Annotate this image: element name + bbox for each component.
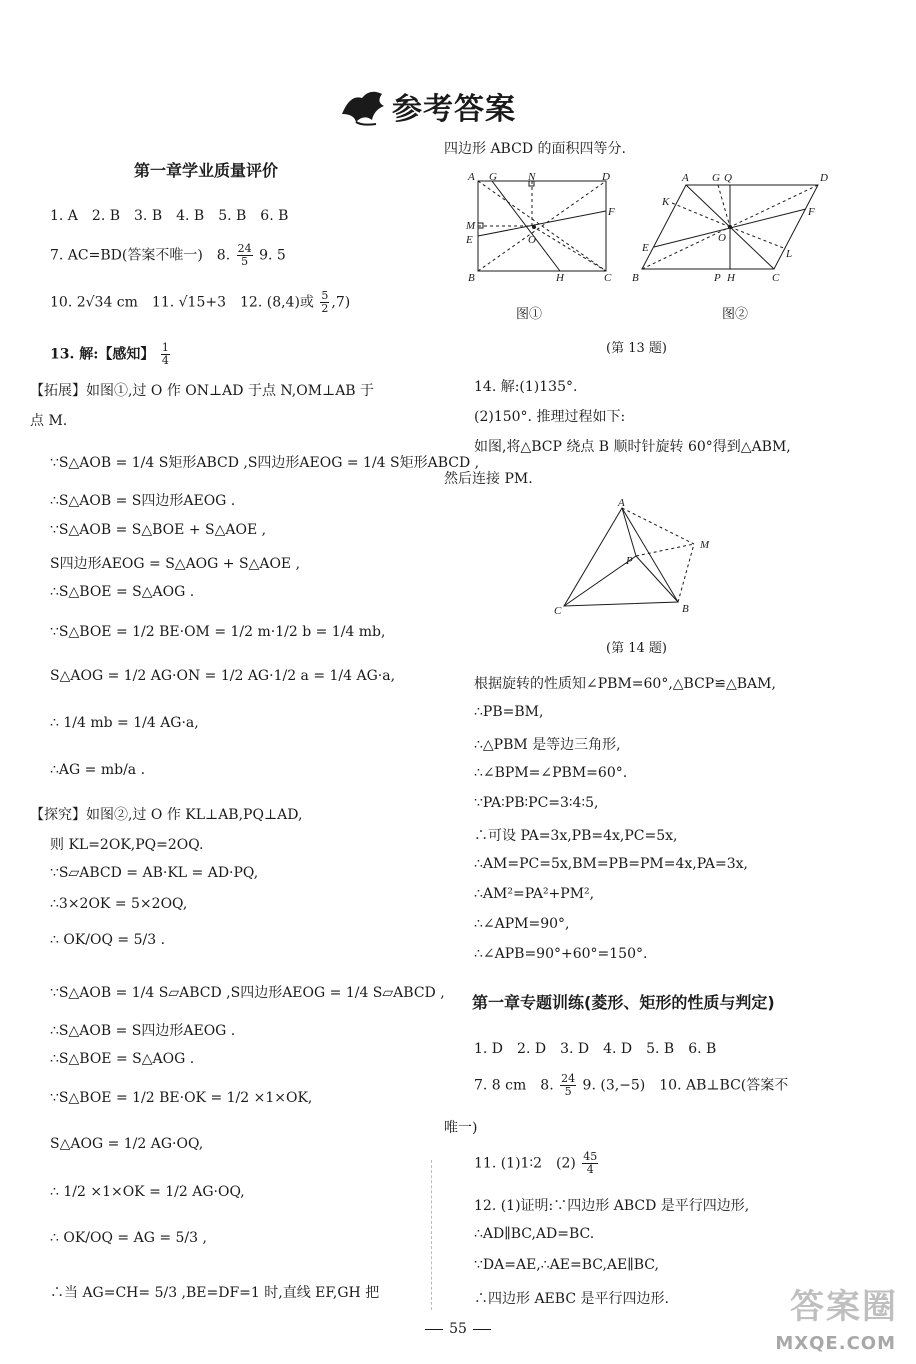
answer-line: 唯一)	[444, 1120, 478, 1136]
fraction-num: 45	[583, 1150, 598, 1163]
fraction	[161, 342, 170, 367]
fraction	[320, 290, 329, 315]
answer-line: ∴AG = mb/a .	[50, 762, 146, 778]
label-O: O	[718, 232, 726, 244]
rider-logo-icon	[336, 84, 392, 128]
watermark-text: MXQE.COM	[775, 1333, 896, 1354]
label-C: C	[554, 605, 562, 616]
answer-line: ∴ 1/2 ×1×OK = 1/2 AG·OQ,	[50, 1184, 245, 1200]
label-B: B	[682, 603, 689, 615]
figure-1-caption: 图①	[516, 307, 543, 322]
answer-text: 9. (3,−5) 10. AB⊥BC(答案不	[582, 1077, 789, 1094]
label-G: G	[489, 171, 497, 183]
answer-line: (2)150°. 推理过程如下:	[474, 409, 626, 425]
answer-line: ∴∠APB=90°+60°=150°.	[474, 946, 648, 962]
section-title: 第一章学业质量评价	[134, 161, 279, 180]
label-D: D	[602, 171, 610, 183]
answer-line: ∵S△AOB = 1/4 S▱ABCD ,S四边形AEOG = 1/4 S▱ABCD ,	[50, 985, 445, 1001]
answer-line: 根据旋转的性质知∠PBM=60°,△BCP≌△BAM,	[474, 676, 776, 692]
answer-text: 7. AC=BD(答案不唯一) 8.	[50, 247, 231, 264]
figure-2-caption: 图②	[722, 307, 749, 322]
label-D: D	[820, 172, 828, 184]
answer-text: 10. 2√34 cm 11. √15+3 12. (8,4)或	[50, 294, 314, 311]
answer-line: ∴可设 PA=3x,PB=4x,PC=5x,	[474, 828, 678, 844]
label-B: B	[632, 272, 639, 283]
label-A: A	[468, 171, 475, 183]
answer-line: ∵DA=AE,∴AE=BC,AE∥BC,	[474, 1257, 659, 1273]
label-M: M	[700, 539, 710, 551]
answer-line: 点 M.	[30, 413, 68, 429]
label-M: M	[466, 220, 476, 232]
column-divider	[431, 1160, 432, 1310]
page-header	[0, 78, 916, 128]
answer-line: ∴ OK/OQ = AG = 5/3 ,	[50, 1230, 207, 1246]
dash-right	[473, 1329, 491, 1330]
figure-2-parallelogram	[626, 171, 841, 283]
label-E: E	[642, 242, 649, 254]
answer-line: ∴S△AOB = S四边形AEOG .	[50, 493, 236, 509]
section-title: 第一章专题训练(菱形、矩形的性质与判定)	[472, 993, 775, 1012]
answer-line: ∴四边形 AEBC 是平行四边形.	[474, 1291, 669, 1307]
answer-line: ∴当 AG=CH= 5/3 ,BE=DF=1 时,直线 EF,GH 把	[50, 1285, 380, 1301]
answer-line: 则 KL=2OK,PQ=2OQ.	[50, 837, 204, 853]
label-P: P	[626, 555, 633, 567]
answer-text: ,7)	[331, 294, 351, 311]
fraction-num: 5	[321, 289, 329, 302]
answer-line: 1. D 2. D 3. D 4. D 5. B 6. B	[474, 1041, 717, 1057]
answer-line: 【探究】如图②,过 O 作 KL⊥AB,PQ⊥AD,	[30, 807, 303, 823]
answer-line: ∵PA∶PB∶PC=3∶4∶5,	[474, 795, 599, 811]
answer-line: S△AOG = 1/2 AG·OQ,	[50, 1136, 204, 1152]
label-Q: Q	[724, 172, 732, 184]
answer-line: ∴3×2OK = 5×2OQ,	[50, 896, 188, 912]
page-number-text: 55	[449, 1321, 467, 1337]
label-C: C	[772, 272, 780, 283]
label-E: E	[466, 234, 473, 246]
answer-line: ∴∠APM=90°,	[474, 916, 570, 932]
label-F: F	[608, 206, 615, 218]
answer-text: 7. 8 cm 8.	[474, 1077, 554, 1094]
answer-line: 然后连接 PM.	[444, 471, 533, 487]
label-A: A	[682, 172, 689, 184]
answer-line: 12. (1)证明:∵四边形 ABCD 是平行四边形,	[474, 1198, 750, 1214]
fraction-num: 1	[161, 341, 169, 354]
answer-line: ∴ 1/4 mb = 1/4 AG·a,	[50, 715, 199, 731]
label-K: K	[662, 196, 670, 208]
answer-line: ∴S△BOE = S△AOG .	[50, 1051, 195, 1067]
answer-line: 1. A 2. B 3. B 4. B 5. B 6. B	[50, 208, 289, 224]
figure-1-rectangle	[456, 171, 616, 283]
label-F: F	[808, 206, 815, 218]
answer-line: ∴△PBM 是等边三角形,	[474, 737, 621, 753]
answer-line: 四边形 ABCD 的面积四等分.	[444, 141, 626, 157]
fraction-den: 4	[586, 1163, 594, 1176]
answer-line: ∵S▱ABCD = AB·KL = AD·PQ,	[50, 865, 259, 881]
label-O: O	[528, 234, 536, 246]
answer-line	[50, 290, 350, 315]
fraction	[237, 243, 253, 268]
answer-line: ∴ OK/OQ = 5/3 .	[50, 932, 166, 948]
label-G: G	[712, 172, 720, 184]
answer-line: ∴AM²=PA²+PM²,	[474, 886, 595, 902]
answer-line: ∵S△AOB = 1/4 S矩形ABCD ,S四边形AEOG = 1/4 S矩形ABCD ,	[50, 455, 480, 471]
fraction	[582, 1151, 598, 1176]
dash-left	[425, 1329, 443, 1330]
label-L: L	[786, 248, 793, 260]
figure-14-caption: (第 14 题)	[606, 641, 667, 656]
watermark-logo	[755, 1280, 910, 1360]
answer-line	[474, 1151, 600, 1176]
label-H: H	[556, 272, 564, 283]
figure-14-triangle	[552, 498, 732, 616]
answer-line: ∴S△AOB = S四边形AEOG .	[50, 1023, 236, 1039]
answer-line: 14. 解:(1)135°.	[474, 379, 578, 395]
fraction	[560, 1073, 576, 1098]
figure-13-caption: (第 13 题)	[606, 341, 667, 356]
answer-line: ∴PB=BM,	[474, 704, 544, 720]
fraction-num: 24	[561, 1072, 576, 1085]
fraction-den: 5	[241, 255, 249, 268]
label-A: A	[618, 498, 625, 509]
answer-line	[50, 243, 286, 268]
label-C: C	[604, 272, 612, 283]
fraction-den: 5	[564, 1085, 572, 1098]
answer-line	[474, 1073, 788, 1098]
answer-line: ∴AM=PC=5x,BM=PB=PM=4x,PA=3x,	[474, 856, 748, 872]
label-B: B	[468, 272, 475, 283]
answer-line: ∵S△AOB = S△BOE + S△AOE ,	[50, 522, 267, 538]
label-N: N	[528, 171, 536, 183]
answer-line: S四边形AEOG = S△AOG + S△AOE ,	[50, 556, 301, 572]
watermark-cn: 答案圈	[790, 1287, 898, 1327]
answer-line: ∴S△BOE = S△AOG .	[50, 584, 195, 600]
label-H: H	[727, 272, 735, 283]
page-title: 参考答案	[392, 92, 516, 127]
answer-line: 【拓展】如图①,过 O 作 ON⊥AD 于点 N,OM⊥AB 于	[30, 383, 375, 399]
fraction-num: 24	[237, 242, 252, 255]
answer-text: 11. (1)1∶2 (2)	[474, 1155, 576, 1172]
answer-line: ∵S△BOE = 1/2 BE·OM = 1/2 m·1/2 b = 1/4 mb,	[50, 624, 386, 640]
answer-text: 13. 解:【感知】	[50, 346, 155, 363]
answer-line: ∴∠BPM=∠PBM=60°.	[474, 765, 628, 781]
answer-line: ∵S△BOE = 1/2 BE·OK = 1/2 ×1×OK,	[50, 1090, 313, 1106]
fraction-den: 4	[161, 354, 169, 367]
fraction-den: 2	[321, 302, 329, 315]
answer-line: S△AOG = 1/2 AG·ON = 1/2 AG·1/2 a = 1/4 AG·a,	[50, 668, 396, 684]
answer-line	[50, 342, 172, 367]
answer-line: ∴AD∥BC,AD=BC.	[474, 1226, 595, 1242]
answer-text: 9. 5	[259, 247, 286, 264]
answer-line: 如图,将△BCP 绕点 B 顺时针旋转 60°得到△ABM,	[474, 439, 791, 455]
label-P: P	[714, 272, 721, 283]
